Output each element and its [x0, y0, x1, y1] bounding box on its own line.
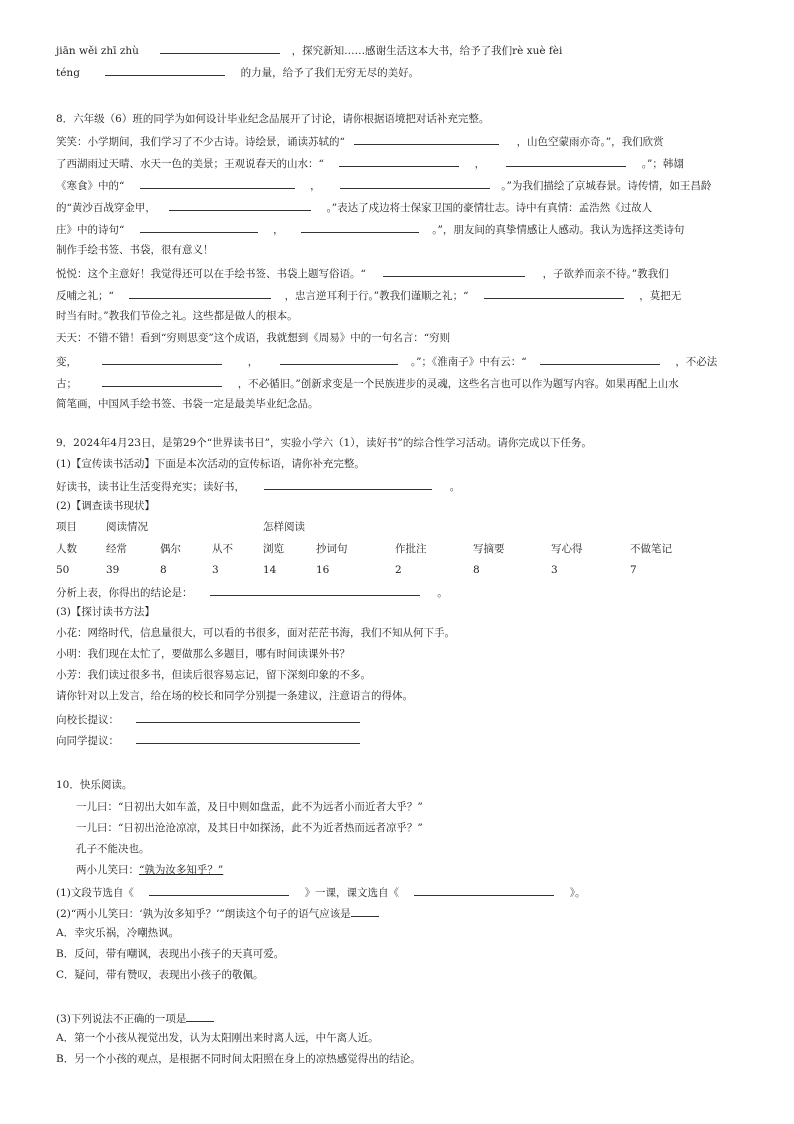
q9-section-3: (3)【探讨读书方法】	[56, 606, 155, 618]
q8-blank-11[interactable]	[484, 287, 624, 299]
table-col-copy: 抄词句	[316, 543, 348, 555]
q8-text: 。”，朋友间的真挚情感让人感动。我认为选择这类诗句	[432, 224, 685, 236]
q9-principal-blank[interactable]	[136, 711, 360, 723]
q9-dialog-1: 小花：网络时代，信息量很大，可以看的书很多，面对茫茫书海，我们不知从何下手。	[56, 627, 455, 639]
q8-blank-13[interactable]	[280, 353, 398, 365]
q10-sub-3	[56, 1010, 214, 1026]
table-cell: 8	[160, 564, 167, 576]
q10-s3-option-b[interactable]: B．另一个小孩的观点，是根据不同时间太阳照在身上的凉热感觉得出的结论。	[56, 1053, 421, 1065]
q8-p1-line-3	[56, 177, 711, 193]
q9-classmate-line	[56, 732, 360, 748]
q10-option-b[interactable]: B．反问，带有嘲讽，表现出小孩子的天真可爱。	[56, 948, 285, 960]
q8-blank-10[interactable]	[129, 287, 271, 299]
q8-text: 庄》中的诗句“	[56, 224, 125, 236]
q8-p3-line-2	[56, 353, 717, 369]
q8-text: 的“黄沙百战穿金甲，	[56, 202, 156, 214]
q8-text: ，忠言逆耳利于行。”教我们谨顺之礼；“	[284, 290, 469, 302]
table-col-no-notes: 不做笔记	[630, 543, 672, 555]
q9-text: 。	[449, 481, 461, 493]
q10-book-blank[interactable]	[414, 884, 554, 896]
q8-blank-8[interactable]	[301, 221, 419, 233]
q9-analysis-blank[interactable]	[210, 584, 420, 596]
q8-p2-line-2	[56, 287, 681, 303]
q10-text-1: 一儿曰：“日初出大如车盖，及日中则如盘盂，此不为远者小而近者大乎？”	[76, 801, 423, 813]
q9-slogan-blank[interactable]	[264, 478, 432, 490]
q9-title: 9．2024年4月23日，是第29个“世界读书日”，实验小学六（1），读好书”的综合性学习活动。请你完成以下任务。	[56, 437, 592, 449]
q7-pinyin-2: téng	[56, 67, 80, 79]
table-col-sometimes: 偶尔	[160, 543, 181, 555]
q8-blank-7[interactable]	[140, 221, 258, 233]
q8-blank-6[interactable]	[169, 199, 311, 211]
q9-dialog-2: 小明：我们现在太忙了，要做那么多题目，哪有时间读课外书？	[56, 648, 350, 660]
q10-incorrect-blank[interactable]	[186, 1010, 214, 1022]
q10-tone-blank[interactable]	[351, 905, 379, 917]
table-cell: 2	[395, 564, 402, 576]
table-col-never: 从不	[212, 543, 233, 555]
q8-text: 。”；《淮南子》中有云：“	[410, 356, 527, 368]
table-col-summary: 写摘要	[473, 543, 505, 555]
q10-option-c[interactable]: C．疑问，带有赞叹，表现出小孩子的敬佩。	[56, 969, 264, 981]
q8-text: 悦悦：这个主意好！我觉得还可以在手绘书签、书袋上题写俗语。“	[56, 268, 366, 280]
q8-text: 。”为我们描绘了京城春景。诗传情，如王昌龄	[501, 180, 712, 192]
q8-p1-line-4	[56, 199, 652, 215]
table-cell: 8	[473, 564, 480, 576]
table-cell: 3	[551, 564, 558, 576]
q8-blank-2[interactable]	[339, 155, 459, 167]
q9-text: 向校长提议：	[56, 714, 119, 726]
q9-principal-line	[56, 711, 360, 727]
table-header-item: 项目	[56, 521, 77, 533]
q8-text: ，不必循旧。”创新求变是一个民族进步的灵魂，这些名言也可以作为题写内容。如果再配上山水	[237, 378, 679, 390]
q9-text: 分析上表，你得出的结论是：	[56, 587, 193, 599]
q9-instruction: 请你针对以上发言，给在场的校长和同学分别提一条建议，注意语言的得体。	[56, 690, 413, 702]
table-cell: 50	[56, 564, 70, 576]
q9-dialog-3: 小芳：我们读过很多书，但读后很容易忘记，留下深刻印象的不多。	[56, 669, 371, 681]
q8-text: 《寒食》中的“	[56, 180, 125, 192]
q10-text: (1)文段节选自《	[56, 887, 134, 899]
q10-text: 》。	[569, 887, 586, 899]
table-cell: 16	[316, 564, 330, 576]
q10-underlined-quote: “孰为汝多知乎？”	[139, 864, 224, 876]
q8-text: ，	[310, 180, 321, 192]
q8-blank-9[interactable]	[383, 265, 525, 277]
q8-text: ，	[474, 158, 486, 170]
table-cell: 7	[630, 564, 637, 576]
q10-text: 》一课，课文选自《	[304, 887, 400, 899]
q7-blank-1[interactable]	[160, 42, 280, 54]
q8-p1-line-5	[56, 221, 684, 237]
table-header-reading: 阅读情况	[106, 521, 148, 533]
q8-text: ，	[273, 224, 284, 236]
q8-blank-4[interactable]	[140, 177, 295, 189]
table-header-how: 怎样阅读	[263, 521, 305, 533]
table-col-reflection: 写心得	[551, 543, 583, 555]
table-cell: 39	[106, 564, 120, 576]
q8-text: ，不必法	[675, 356, 718, 368]
q10-option-a[interactable]: A．幸灾乐祸，冷嘲热讽。	[56, 927, 180, 939]
q7-line-2	[56, 64, 419, 80]
q8-p3-line-1: 天天：不错不错！看到“穷则思变”这个成语，我就想到《周易》中的一句名言：“穷则	[56, 332, 451, 344]
q8-p1-line-1	[56, 133, 664, 149]
q9-section-2: (2)【调查读书现状】	[56, 500, 155, 512]
q9-text: 好读书，读书让生活变得充实；读好书，	[56, 481, 245, 493]
q10-sub-2	[56, 905, 379, 921]
q9-slogan-line	[56, 478, 460, 494]
q10-text: (3)下列说法不正确的一项是	[56, 1013, 187, 1025]
q9-section-1: (1)【宣传读书活动】下面是本次活动的宣传标语，请你补充完整。	[56, 458, 365, 470]
q10-title: 10．快乐阅读。	[56, 779, 133, 791]
q8-p2-line-3: 时当有时。”教我们节俭之礼。这些都是做人的根本。	[56, 310, 298, 322]
q8-title: 8．六年级（6）班的同学为如何设计毕业纪念品展开了讨论，请你根据语境把对话补充完整。	[56, 113, 490, 125]
q8-text: 笑笑：小学期间，我们学习了不少古诗。诗绘景，诵读苏轼的“	[56, 136, 345, 148]
q7-text-2: 的力量，给予了我们无穷无尽的美好。	[240, 67, 420, 79]
table-col-annotate: 作批注	[395, 543, 427, 555]
table-cell: 3	[212, 564, 219, 576]
q8-text: ，子欲养而亲不待。”教我们	[542, 268, 669, 280]
q10-text-2: 一儿曰：“日初出沧沧凉凉，及其日中如探汤，此不为近者热而远者凉乎？”	[76, 822, 423, 834]
table-col-often: 经常	[106, 543, 127, 555]
q7-blank-2[interactable]	[105, 64, 225, 76]
q10-text: (2)“两小儿笑曰：‘孰为汝多知乎？’”朗读这个句子的语气应该是	[56, 908, 351, 920]
q8-p1-line-6: 制作手绘书签、书袋，很有意义！	[56, 244, 214, 256]
q9-text: 。	[437, 587, 448, 599]
q7-line-1	[56, 42, 562, 58]
q8-text: 。”；韩翃	[641, 158, 684, 170]
q9-text: 向同学提议：	[56, 735, 119, 747]
q8-blank-5[interactable]	[340, 177, 490, 189]
q10-text-4	[76, 863, 223, 877]
q8-text: ，	[247, 356, 259, 368]
q9-classmate-blank[interactable]	[136, 732, 360, 744]
table-cell: 14	[263, 564, 277, 576]
q10-lesson-blank[interactable]	[149, 884, 289, 896]
table-col-people: 人数	[56, 543, 77, 555]
q10-sub-1	[56, 884, 586, 900]
q8-p1-line-2	[56, 155, 684, 171]
q8-blank-14[interactable]	[540, 353, 660, 365]
q8-blank-1[interactable]	[354, 133, 499, 145]
q8-text: 了西湖雨过天晴、水天一色的美景；王观说春天的山水：“	[56, 158, 324, 170]
q8-text: 。”表达了戍边将士保家卫国的豪情壮志。诗中有真情：孟浩然《过故人	[326, 202, 653, 214]
q8-blank-15[interactable]	[102, 375, 222, 387]
q10-text-3: 孔子不能决也。	[76, 843, 150, 855]
q8-p3-line-3	[56, 375, 679, 391]
q10-s3-option-a[interactable]: A．第一个小孩从视觉出发，认为太阳刚出来时离人远，中午离人近。	[56, 1032, 379, 1044]
q8-text: ，莫把无	[639, 290, 682, 302]
q7-pinyin-1: jiān wěi zhī zhù	[56, 45, 139, 57]
q8-blank-12[interactable]	[102, 353, 222, 365]
q10-text: 两小儿笑曰：	[76, 864, 139, 876]
table-col-browse: 浏览	[263, 543, 284, 555]
q8-text: 反哺之礼；“	[56, 290, 114, 302]
q8-blank-3[interactable]	[506, 155, 626, 167]
q8-text: 变，	[56, 356, 77, 368]
q8-text: 古；	[56, 378, 77, 390]
q7-text-1: ，探究新知……感谢生活这本大书，给予了我们rè xuè fèi	[291, 45, 563, 57]
q8-text: ，山色空蒙雨亦奇。”，我们欣赏	[516, 136, 664, 148]
q8-p3-line-4: 简笔画，中国风手绘书签、书袋一定是最美毕业纪念品。	[56, 398, 319, 410]
q9-analysis-line	[56, 584, 448, 600]
q8-p2-line-1	[56, 265, 669, 281]
